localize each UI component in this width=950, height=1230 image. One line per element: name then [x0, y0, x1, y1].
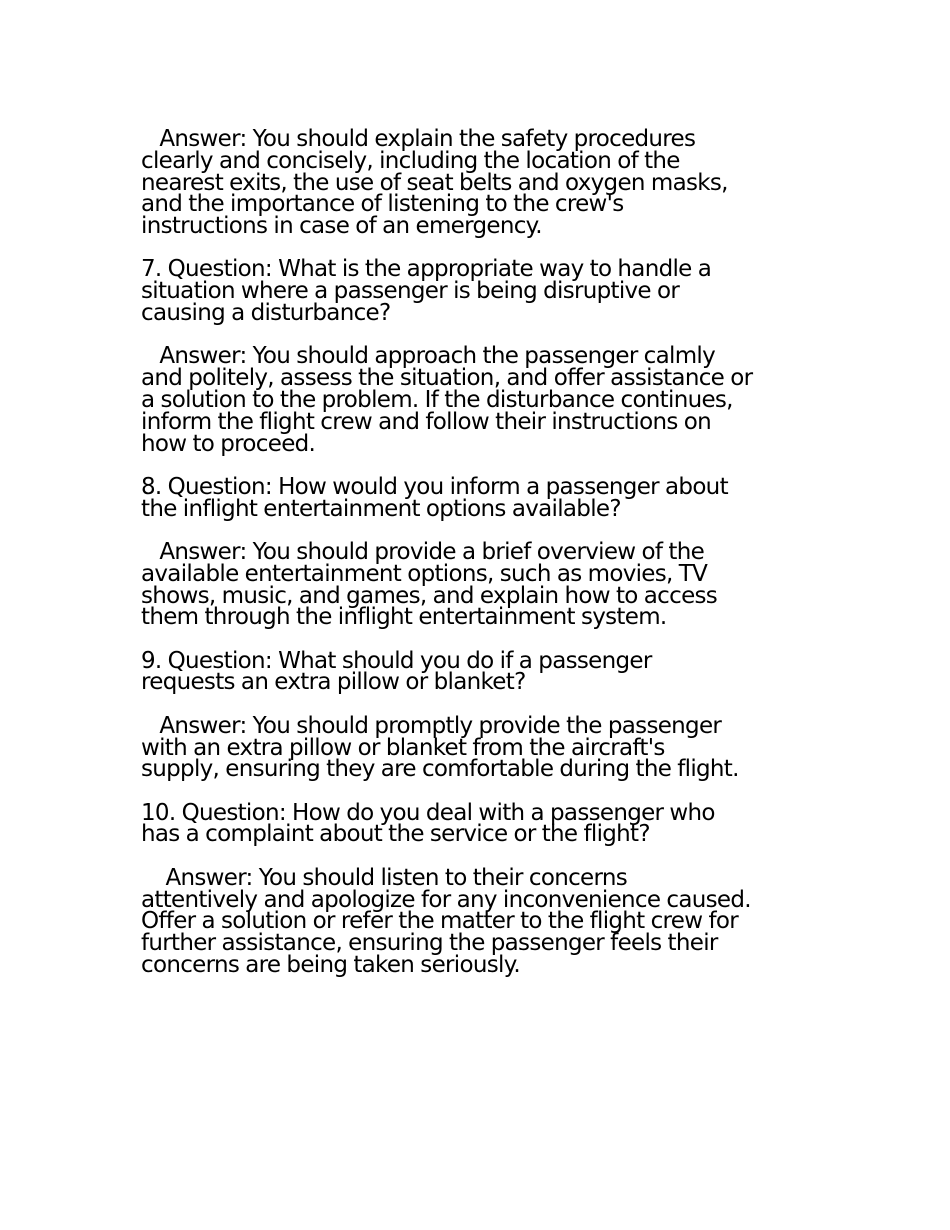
answer-8-paragraph: Answer: You should provide a brief overview of the available entertainment options, such as movies, TV shows, music, and games, and explain how to access them through the inflight entertainment system. — [141, 538, 718, 631]
question-8-paragraph: 8. Question: How would you inform a passenger about the inflight entertainment options available? — [141, 473, 728, 522]
answer-6-paragraph: Answer: You should explain the safety procedures clearly and concisely, including the location of the nearest exits, the use of seat belts and oxygen masks, and the importance of listening to the crew's instructions in case of an emergency. — [141, 126, 728, 240]
document-body — [141, 126, 821, 998]
answer-10-paragraph: Answer: You should listen to their concerns attentively and apologize for any inconvenience caused. Offer a solution or refer the matter to the flight crew for further assistance, ensuring the passenger feels their concerns are being taken seriously. — [141, 864, 751, 978]
question-10-paragraph: 10. Question: How do you deal with a passenger who has a complaint about the service or the flight? — [141, 799, 715, 848]
question-9-paragraph: 9. Question: What should you do if a passenger requests an extra pillow or blanket? — [141, 647, 652, 696]
question-7-paragraph: 7. Question: What is the appropriate way to handle a situation where a passenger is being disruptive or causing a disturbance? — [141, 256, 712, 327]
answer-7-paragraph: Answer: You should approach the passenger calmly and politely, assess the situation, and offer assistance or a solution to the problem. If the disturbance continues, inform the flight crew and follow their instructions on how to proceed. — [141, 343, 753, 457]
answer-9-paragraph: Answer: You should promptly provide the passenger with an extra pillow or blanket from the aircraft's supply, ensuring they are comfortable during the flight. — [141, 712, 739, 783]
